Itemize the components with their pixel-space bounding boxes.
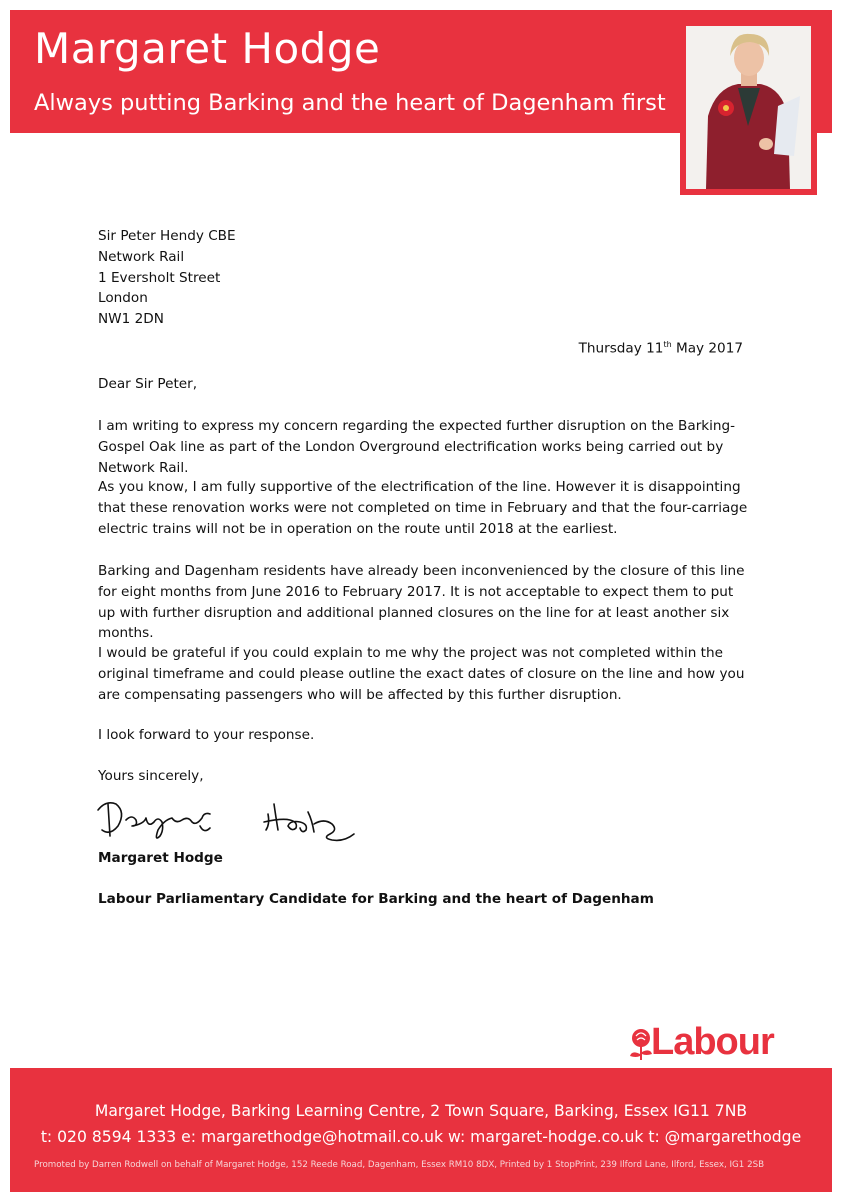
portrait-illustration	[686, 26, 811, 189]
signature-name: Margaret Hodge	[98, 850, 223, 866]
footer-banner	[10, 1068, 832, 1192]
address-line: NW1 2DN	[98, 311, 164, 328]
body-paragraph: As you know, I am fully supportive of the electrification of the line. However it is disappointing that these renovation works were not completed on time in February and that the four-carriage electric trains will not be in operation on the route until 2018 at the earliest.	[98, 479, 748, 537]
address-line: Network Rail	[98, 248, 185, 265]
address-line: Sir Peter Hendy CBE	[98, 228, 236, 244]
candidate-photo-image	[686, 26, 811, 189]
body-paragraph: I am writing to express my concern regarding the expected further disruption on the Barking-Gospel Oak line as part of the London Overground electrification works being carried out by Network Rail.	[98, 418, 736, 476]
labour-logo-text: Labour	[651, 1021, 774, 1063]
date-day: Thursday 11	[578, 340, 664, 357]
signature-title: Labour Parliamentary Candidate for Barking and the heart of Dagenham	[98, 891, 654, 907]
closing: Yours sincerely,	[98, 768, 204, 784]
letter-date	[579, 340, 743, 357]
address-line: London	[98, 290, 148, 307]
handwritten-signature	[92, 794, 372, 850]
header-name: Margaret Hodge	[34, 24, 381, 73]
footer-contact: t: 020 8594 1333 e: margarethodge@hotmail.co.uk w: margaret-hodge.co.uk t: @margarethodge	[40, 1128, 802, 1146]
footer-imprint: Promoted by Darren Rodwell on behalf of Margaret Hodge, 152 Reede Road, Dagenham, Essex RM10 8DX, Printed by 1 StopPrint, 239 Ilford Lane, Ilford, Essex, IG1 2SB	[34, 1160, 765, 1170]
date-ordinal: th	[663, 340, 672, 349]
candidate-photo	[680, 20, 817, 195]
date-month-year: May 2017	[671, 340, 743, 357]
body-paragraph: I look forward to your response.	[98, 727, 315, 743]
body-paragraph: I would be grateful if you could explain to me why the project was not completed within the original timeframe and could please outline the exact dates of closure on the line and how you are compensating passengers who will be affected by this further disruption.	[98, 645, 745, 703]
salutation: Dear Sir Peter,	[98, 376, 198, 392]
body-paragraph: Barking and Dagenham residents have already been inconvenienced by the closure of this line for eight months from June 2016 to February 2017. It is not acceptable to expect them to put up with further disruption and additional planned closures on the line for at least another six months.	[98, 563, 745, 642]
footer-address: Margaret Hodge, Barking Learning Centre, 2 Town Square, Barking, Essex IG11 7NB	[94, 1102, 748, 1120]
address-line: 1 Eversholt Street	[98, 269, 221, 286]
header-tagline: Always putting Barking and the heart of Dagenham first	[34, 90, 666, 116]
recipient-address	[98, 226, 748, 330]
